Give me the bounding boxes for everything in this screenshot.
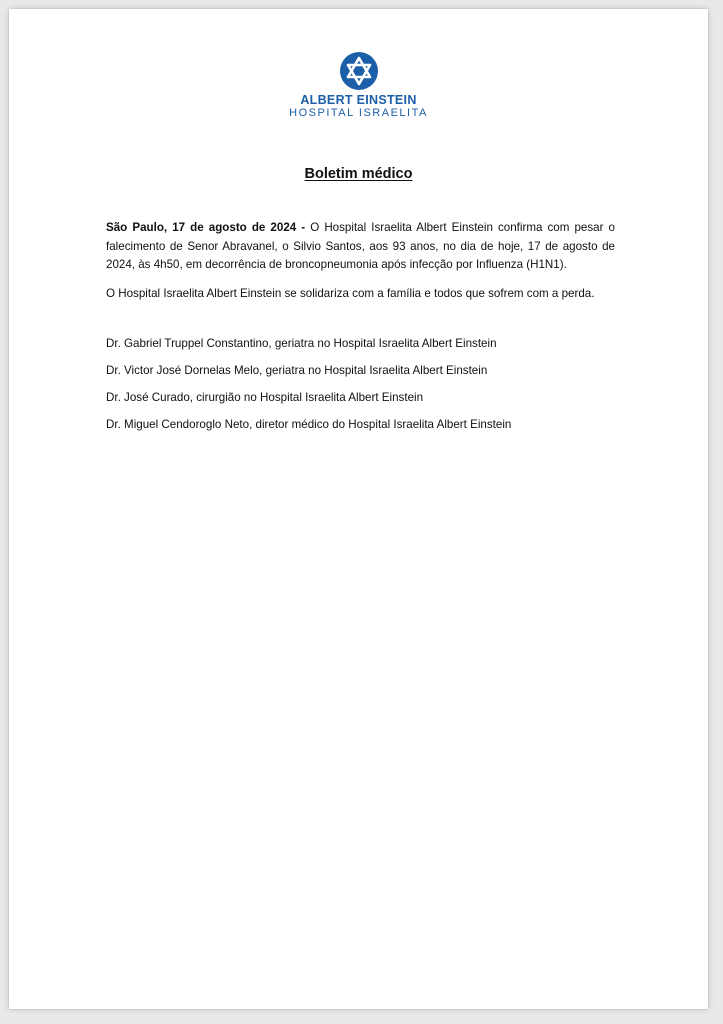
announcement-text: O Hospital Israelita Albert Einstein confirma com pesar o falecimento de Senor Abravanel, o Silvio Santos, aos 93 anos, no dia de hoje, 17 de agosto de 2024, às 4h50, em decorrência de broncopneumonia após infecção por Influenza (H1N1).: [106, 221, 615, 271]
signer-line: Dr. Miguel Cendoroglo Neto, diretor médico do Hospital Israelita Albert Einstein: [106, 418, 512, 431]
signer-line: Dr. José Curado, cirurgião no Hospital Israelita Albert Einstein: [106, 391, 424, 404]
signer-line: Dr. Victor José Dornelas Melo, geriatra no Hospital Israelita Albert Einstein: [106, 364, 488, 377]
announcement-paragraph: [106, 219, 615, 275]
signer-line: Dr. Gabriel Truppel Constantino, geriatra no Hospital Israelita Albert Einstein: [106, 337, 497, 350]
document-title: Boletim médico: [304, 166, 413, 182]
logo-name: ALBERT EINSTEIN: [300, 93, 417, 107]
signers-list: [106, 335, 615, 435]
document-page: [9, 9, 708, 1009]
dateline: São Paulo, 17 de agosto de 2024 -: [106, 221, 306, 234]
logo-subtitle: HOSPITAL ISRAELITA: [289, 107, 428, 119]
hospital-logo: [9, 51, 708, 119]
document-body: [106, 219, 615, 443]
solidarity-paragraph: O Hospital Israelita Albert Einstein se solidariza com a família e todos que sofrem com a perda.: [106, 286, 595, 300]
star-of-david-logo-icon: [339, 51, 379, 91]
